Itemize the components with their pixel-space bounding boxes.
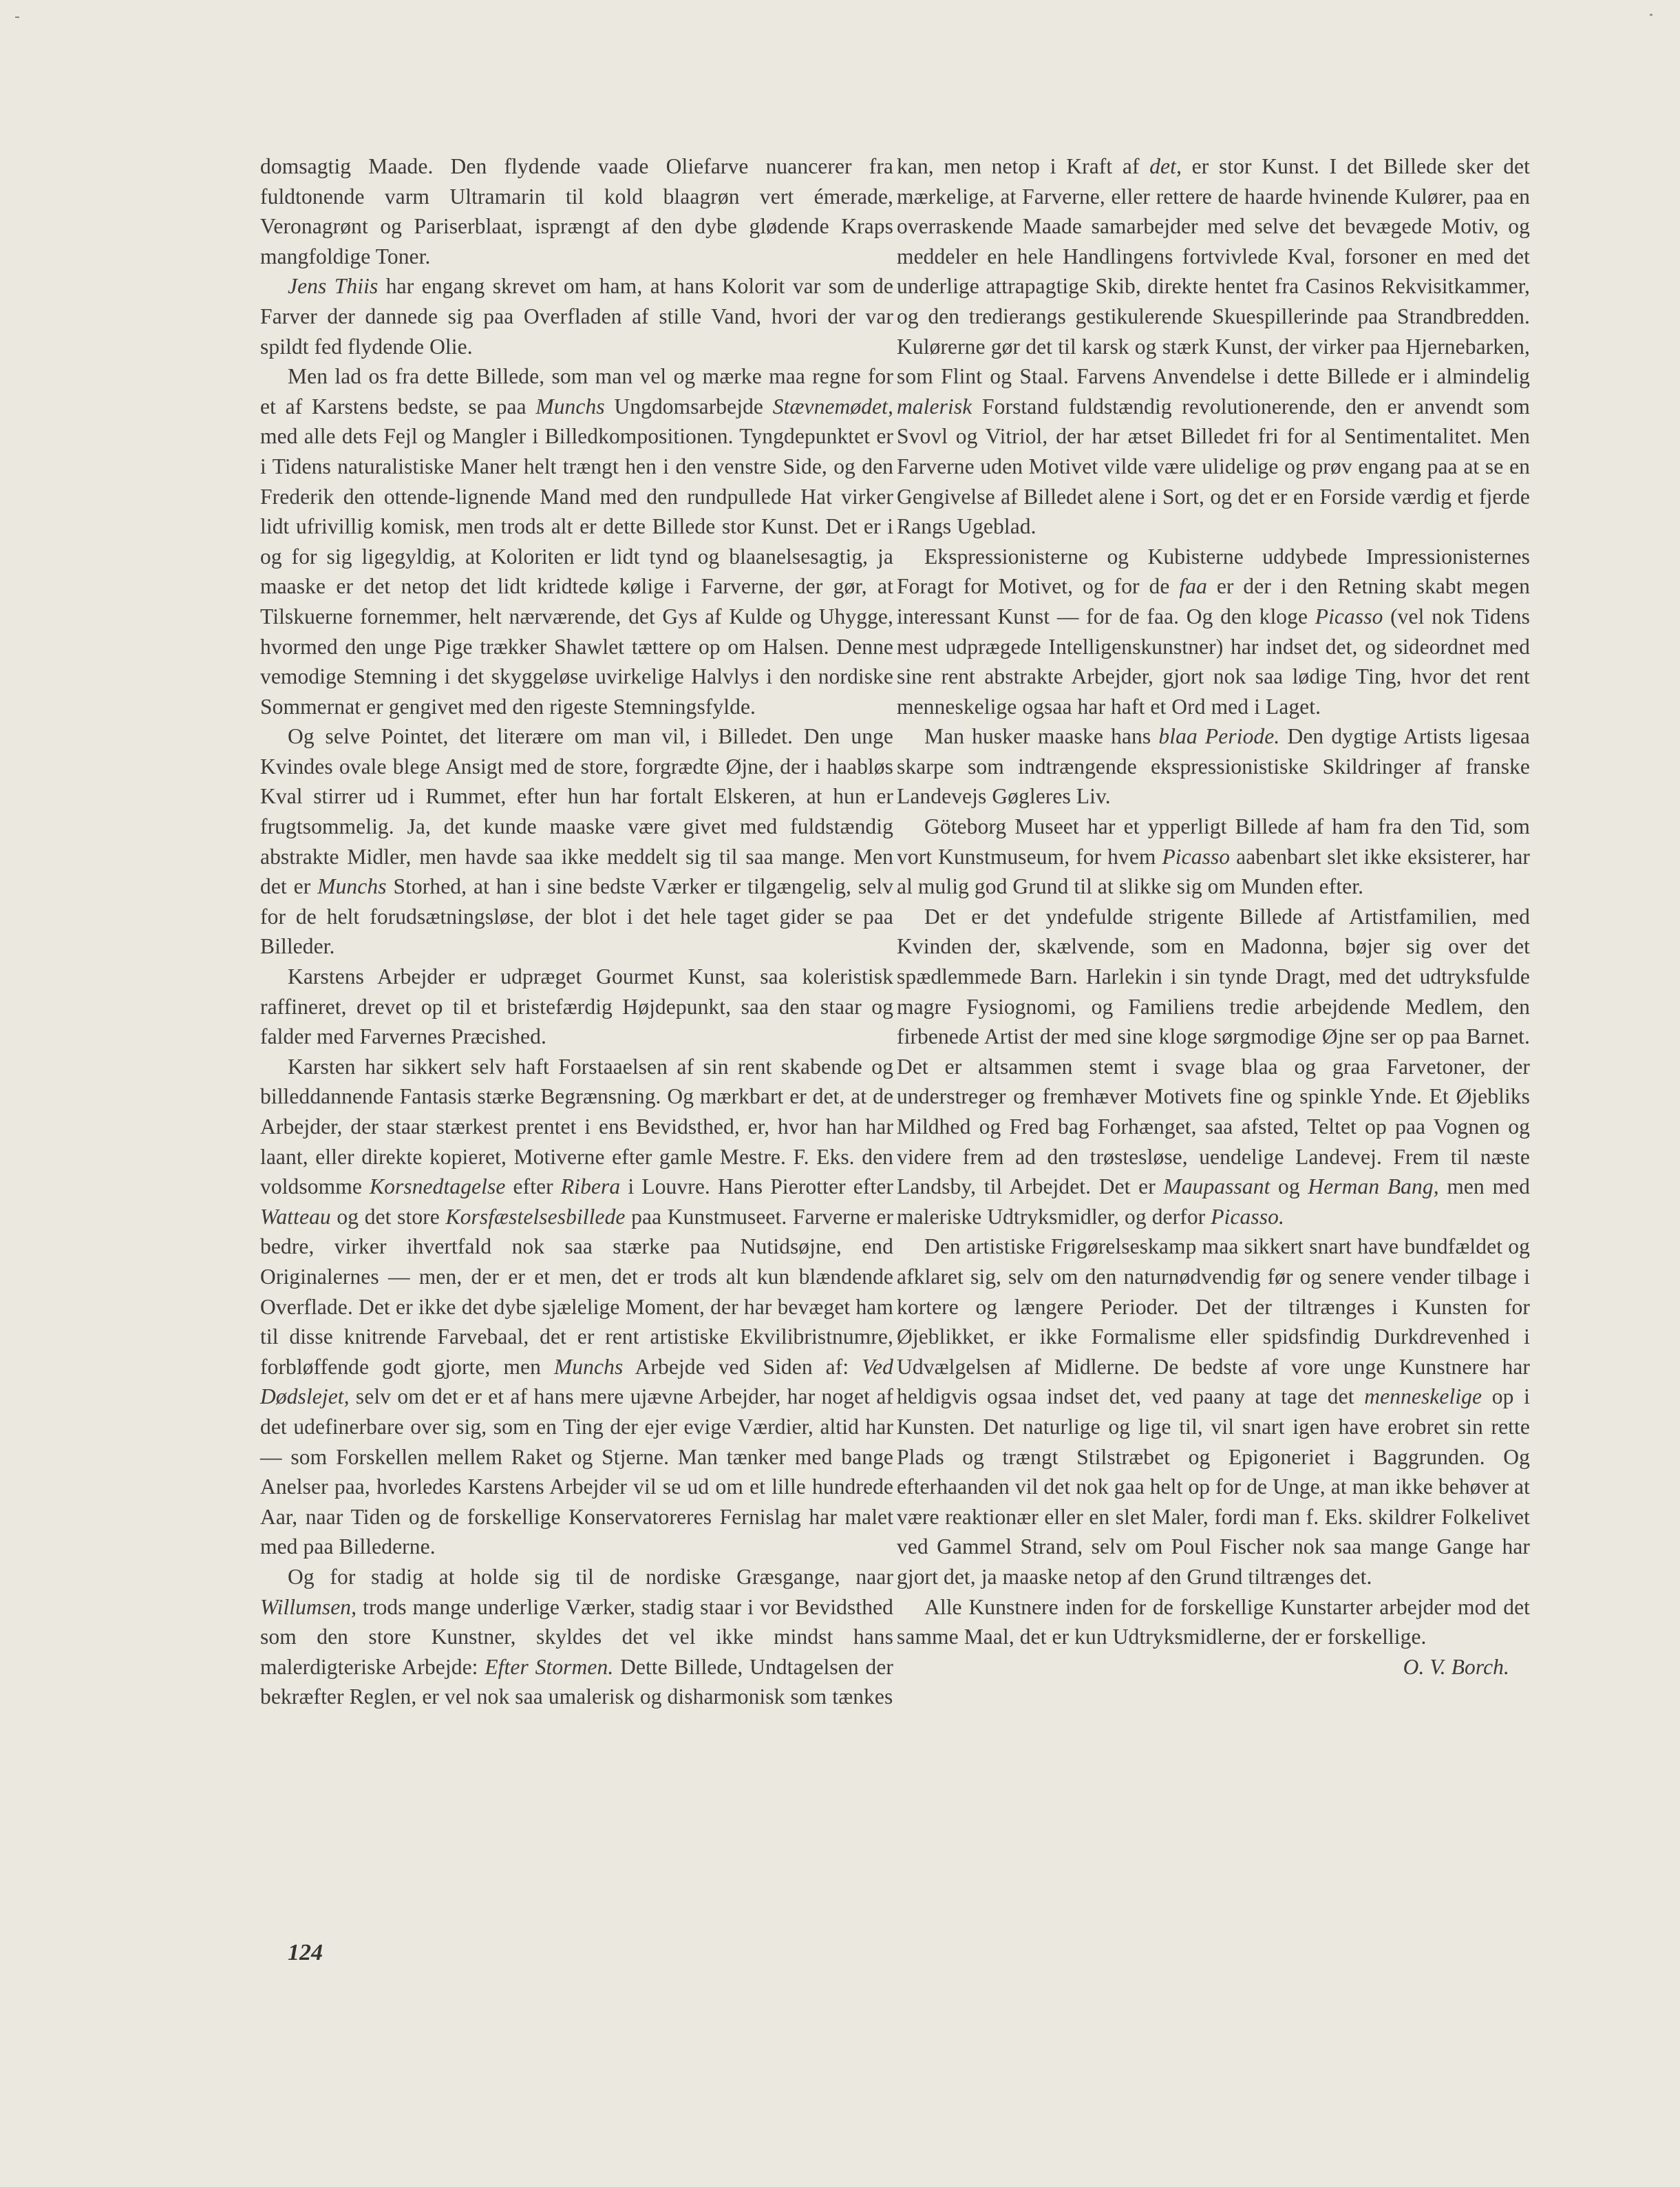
text-run: Karstens Arbejder er udpræget Gourmet Kunst, saa koleristisk raffineret, drevet op til et bristefærdig Højdepunkt, saa den staar og falder med Farvernes Præcished. bbox=[260, 964, 893, 1049]
paragraph bbox=[260, 361, 893, 721]
text-run: trods mange underlige Værker, stadig staar i vor Bevidsthed som den store Kunstner, skyldes det vel ikke mindst hans malerdigteriske Arbejde: bbox=[260, 1594, 893, 1679]
text-run: Det er det yndefulde strigente Billede af Artistfamilien, med Kvinden der, skælvende, som en Madonna, bøjer sig over det spædlemmede Barn. Harlekin i sin tynde Dragt, med det udtryksfulde magre Fysiognomi, og Familiens tredie arbejdende Medlem, den firbenede Artist der med sine kloge sørgmodige Øjne ser op paa Barnet. Det er altsammen stemt i svage blaa og graa Farvetoner, der understreger og fremhæver Motivets fine og spinkle Ynde. Et Øjebliks Mildhed og Fred bag Forhænget, saa afsted, Teltet op paa Vognen og videre frem ad den trøstesløse, uendelige Landevej. Frem til næste Landsby, til Arbejdet. Det er bbox=[897, 904, 1530, 1199]
text-run: Alle Kunstnere inden for de forskellige Kunstarter arbejder mod det samme Maal, det er kun Udtryksmidlerne, der er forskellige. bbox=[897, 1594, 1530, 1649]
author-signature: O. V. Borch. bbox=[1403, 1654, 1509, 1679]
emphasized-text: Korsfæstelsesbillede bbox=[445, 1204, 626, 1229]
text-run: Ungdomsarbejde bbox=[604, 394, 773, 419]
emphasized-text: malerisk bbox=[897, 394, 972, 419]
emphasized-text: Picasso. bbox=[1211, 1204, 1284, 1229]
text-run: Storhed, at han i sine bedste Værker er tilgængelig, selv for de helt forudsætningsløse, der blot i det hele taget gider se paa Billeder. bbox=[260, 874, 894, 959]
text-run: Og selve Pointet, det literære om man vil, i Billedet. Den unge Kvindes ovale blege Ansigt med de store, forgrædte Øjne, der i haabløs Kval stirrer ud i Rummet, efter hun har fortalt Elskeren, at hun er frugtsommelig. Ja, det kunde maaske være givet med fuldstændig abstrakte Midler, men havde saa ikke meddelt sig til saa mange. Men det er bbox=[260, 724, 893, 899]
text-run: Den artistiske Frigørelseskamp maa sikkert snart have bundfældet og afklaret sig, selv om den naturnødvendig før og senere vender tilbage i kortere og længere Perioder. Det der tiltrænges i Kunsten for Øjeblikket, er ikke Formalisme eller spidsfindig Durkdrevenhed i Udvælgelsen af Midlerne. De bedste af vore unge Kunstnere har heldigvis ogsaa indset det, ved paany at tage det bbox=[897, 1234, 1530, 1409]
paragraph bbox=[897, 151, 1530, 542]
emphasized-text: Munchs bbox=[553, 1354, 624, 1379]
emphasized-text: Munchs bbox=[317, 874, 387, 899]
text-run: og bbox=[1270, 1174, 1308, 1199]
emphasized-text: Picasso bbox=[1315, 604, 1383, 628]
paragraph bbox=[897, 1592, 1530, 1679]
text-run: i Louvre. Hans Pierotter efter bbox=[620, 1174, 893, 1199]
text-run: Man husker maaske hans bbox=[924, 724, 1159, 749]
text-run: Forstand fuldstændig revolutionerende, den er anvendt som Svovl og Vitriol, der har ætset Billedet fri for al Sentimentalitet. Men Farverne uden Motivet vilde være ulidelige og prøv engang paa at se en Gengivelse af Billedet alene i Sort, og det er en Forside værdig et fjerde Rangs Ugeblad. bbox=[897, 394, 1530, 539]
text-run: kan, men netop i Kraft af bbox=[897, 154, 1150, 178]
emphasized-text: Picasso bbox=[1162, 844, 1231, 869]
scan-mark bbox=[1650, 14, 1652, 16]
paragraph bbox=[897, 902, 1530, 1232]
emphasized-text: menneskelige bbox=[1364, 1384, 1482, 1409]
paragraph bbox=[897, 1232, 1530, 1592]
text-run: Men lad os fra dette Billede, som man vel og mærke maa regne for et af Karstens bedste, se paa bbox=[260, 364, 893, 419]
text-run: Dette Billede, Undtagelsen der bekræfter Reglen, er vel nok saa umalerisk og disharmonisk som tænkes bbox=[260, 1654, 894, 1709]
emphasized-text: blaa Periode. bbox=[1158, 724, 1280, 749]
emphasized-text: det, bbox=[1149, 154, 1182, 178]
text-run: domsagtig Maade. Den flydende vaade Oliefarve nuancerer fra fuldtonende varm Ultramarin til kold blaagrøn vert émerade, Veronagrønt og Pariserblaat, isprængt af den dybe glødende Kraps mangfoldige Toner. bbox=[260, 154, 893, 268]
paragraph bbox=[260, 721, 893, 962]
text-run: aabenbart slet ikke eksisterer, har al mulig god Grund til at slikke sig om Munden efter. bbox=[897, 844, 1530, 899]
paragraph bbox=[260, 151, 893, 271]
emphasized-text: Munchs bbox=[535, 394, 605, 419]
text-run: Karsten har sikkert selv haft Forstaaelsen af sin rent skabende og billeddannende Fantasis stærke Begrænsning. Og mærkbart er det, at de Arbejder, der staar stærkest prentet i ens Bevidsthed, er, hvor han har laant, eller direkte kopieret, Motiverne efter gamle Mestre. F. Eks. den voldsomme bbox=[260, 1054, 893, 1199]
text-run: op i Kunsten. Det naturlige og lige til, vil snart igen have erobret sin rette Plads og trængt Stilstræbet og Epigoneriet i Baggrunden. Og efterhaanden vil det nok gaa helt op for de Unge, at man ikke behøver at være reaktionær eller en slet Maler, fordi man f. Eks. skildrer Folkelivet ved Gammel Strand, selv om Poul Fischer nok saa mange Gange har gjort det, ja maaske netop af den Grund tiltrænges det. bbox=[897, 1384, 1530, 1589]
emphasized-text: Herman Bang, bbox=[1308, 1174, 1439, 1199]
emphasized-text: Willumsen, bbox=[260, 1594, 357, 1619]
text-run: har engang skrevet om ham, at hans Kolorit var som de Farver der dannede sig paa Overfladen af stille Vand, hvori der var spildt fed flydende Olie. bbox=[260, 274, 893, 359]
emphasized-text: Jens Thiis bbox=[288, 274, 379, 299]
emphasized-text: faa bbox=[1179, 574, 1207, 599]
text-run: (vel nok Tidens mest udprægede Intelligenskunstner) har indset det, og sideordnet med sine rent abstrakte Arbejder, gjort nok saa lødige Ting, hvor det rent menneskelige ogsaa har haft et Ord med i Laget. bbox=[897, 604, 1530, 719]
text-run: er stor Kunst. I det Billede sker det mærkelige, at Farverne, eller rettere de haarde hvinende Kulører, paa en overraskende Maade samarbejder med selve det bevægede Motiv, og meddeler en hele Handlingens fortvivlede Kval, forsoner en med det underlige attrapagtige Skib, direkte hentet fra Casinos Rekvisitkammer, og den tredierangs gestikulerende Skuespillerinde paa Strandbredden. Kulørerne gør det til karsk og stærk Kunst, der virker paa Hjernebarken, som Flint og Staal. Farvens Anvendelse i dette Billede er i almindelig bbox=[897, 154, 1530, 389]
paragraph bbox=[897, 812, 1530, 902]
text-run: efter bbox=[505, 1174, 561, 1199]
right-text-column bbox=[897, 151, 1530, 1682]
emphasized-text: Stævnemødet, bbox=[772, 394, 893, 419]
emphasized-text: Korsnedtagelse bbox=[370, 1174, 506, 1199]
emphasized-text: Maupassant bbox=[1163, 1174, 1270, 1199]
text-run: Den dygtige Artists ligesaa skarpe som indtrængende ekspressionistiske Skildringer af franske Landevejs Gøgleres Liv. bbox=[897, 724, 1530, 809]
text-run: Göteborg Museet har et ypperligt Billede af ham fra den Tid, som vort Kunstmuseum, for hvem bbox=[897, 814, 1530, 869]
scan-mark bbox=[15, 17, 19, 18]
text-run: med alle dets Fejl og Mangler i Billedkompositionen. Tyngdepunktet er i Tidens naturalistiske Maner helt trængt hen i den venstre Side, og den Frederik den ottende-lignende Mand med den rundpullede Hat virker lidt ufrivillig komisk, men trods alt er dette Billede stor Kunst. Det er i og for sig ligegyldig, at Koloriten er lidt tynd og blaanelsesagtig, ja maaske er det netop det lidt kridtede kølige i Farverne, der gør, at Tilskuerne fornemmer, helt nærværende, det Gys af Kulde og Uhygge, hvormed den unge Pige trækker Shawlet tættere op om Halsen. Denne vemodige Stemning i det skyggeløse uvirkelige Halvlys i den nordiske Sommernat er gengivet med den rigeste Stemningsfylde. bbox=[260, 424, 893, 719]
paragraph bbox=[897, 542, 1530, 722]
text-run: og det store bbox=[330, 1204, 446, 1229]
paragraph bbox=[260, 1562, 893, 1712]
paragraph bbox=[260, 271, 893, 361]
page-number: 124 bbox=[288, 1940, 323, 1965]
text-run: paa Kunstmuseet. Farverne er bedre, virker ihvertfald nok saa stærke paa Nutidsøjne, end Originalernes — men, der er et men, det er trods alt kun blændende Overflade. Det er ikke det dybe sjælelige Moment, der har bevæget ham til disse knitrende Farvebaal, det er rent artistiske Ekvilibristnumre, forbløffende godt gjorte, men bbox=[260, 1204, 893, 1379]
text-run: selv om det er et af hans mere ujævne Arbejder, har noget af det udefinerbare over sig, som en Ting der ejer evige Værdier, altid har — som Forskellen mellem Raket og Stjerne. Man tænker med bange Anelser paa, hvorledes Karstens Arbejder vil se ud om et lille hundrede Aar, naar Tiden og de forskellige Konservatoreres Fernislag har malet med paa Billederne. bbox=[260, 1384, 893, 1559]
paragraph bbox=[260, 1052, 893, 1562]
text-run: er der i den Retning skabt megen interessant Kunst — for de faa. Og den kloge bbox=[897, 574, 1530, 628]
text-run: Ekspressionisterne og Kubisterne uddybede Impressionisternes Foragt for Motivet, og for de bbox=[897, 544, 1530, 599]
left-text-column bbox=[260, 151, 893, 1712]
emphasized-text: Efter Stormen. bbox=[485, 1654, 614, 1679]
text-run: Og for stadig at holde sig til de nordiske Græsgange, naar bbox=[288, 1564, 893, 1589]
paragraph bbox=[260, 962, 893, 1052]
text-run: Arbejde ved Siden af: bbox=[623, 1354, 862, 1379]
paragraph bbox=[897, 721, 1530, 812]
text-run: men med maleriske Udtryksmidler, og derfor bbox=[897, 1174, 1530, 1229]
emphasized-text: Ribera bbox=[560, 1174, 621, 1199]
emphasized-text: Watteau bbox=[260, 1204, 331, 1229]
emphasized-text: Ved Dødslejet, bbox=[260, 1354, 893, 1409]
